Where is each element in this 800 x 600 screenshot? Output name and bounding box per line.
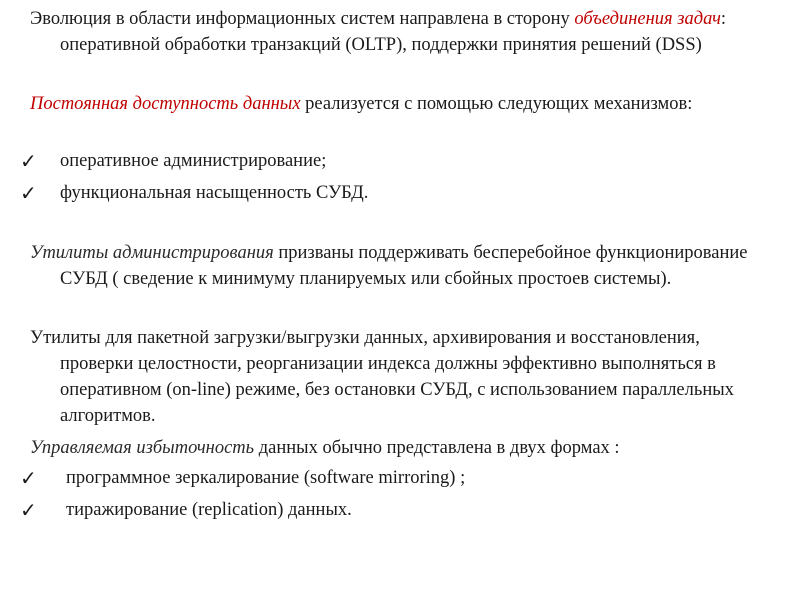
paragraph-text: Утилиты для пакетной загрузки/выгрузки данных, архивирования и восстановления, проверки целостности, реорганизации индекса должны эффективно выполняться в оперативном (on-line) режиме, без остановки СУБД, с использованием параллельных алгоритмов. <box>30 328 734 426</box>
paragraph-rest-text: реализуется с помощью следующих механизмов: <box>300 94 693 114</box>
paragraph-data-availability <box>30 91 775 117</box>
paragraph-evolution <box>30 6 775 58</box>
list-item-label: тиражирование (replication) данных. <box>66 500 352 520</box>
paragraph-redundancy <box>30 435 775 461</box>
checkmark-icon: ✓ <box>20 498 37 522</box>
list-item-label: программное зеркалирование (software mirroring) ; <box>66 468 466 488</box>
paragraph-admin-utilities <box>30 240 775 292</box>
list-item-label: функциональная насыщенность СУБД. <box>60 183 369 203</box>
paragraph-rest-text: : оперативной обработки транзакций (OLTP), поддержки принятия решений (DSS) <box>60 9 727 55</box>
paragraph-lead-text: Эволюция в области информационных систем направлена в сторону <box>30 9 575 29</box>
checkmark-icon: ✓ <box>20 181 37 205</box>
emphasis-data-availability: Постоянная доступность данных <box>30 94 301 114</box>
paragraph-batch-utilities <box>30 325 775 429</box>
paragraph-rest-text: данных обычно представлена в двух формах : <box>254 438 620 458</box>
checkmark-icon: ✓ <box>20 149 37 173</box>
checkmark-icon: ✓ <box>20 466 37 490</box>
emphasis-task-unification: объединения задач <box>574 9 721 29</box>
emphasis-redundancy: Управляемая избыточность <box>30 438 255 458</box>
paragraph-rest-text: призваны поддерживать бесперебойное функционирование СУБД ( сведение к минимуму планируемых или сбойных простоев системы). <box>60 243 748 289</box>
list-item-label: оперативное администрирование; <box>60 151 327 171</box>
emphasis-admin-utilities: Утилиты администрирования <box>30 243 274 263</box>
